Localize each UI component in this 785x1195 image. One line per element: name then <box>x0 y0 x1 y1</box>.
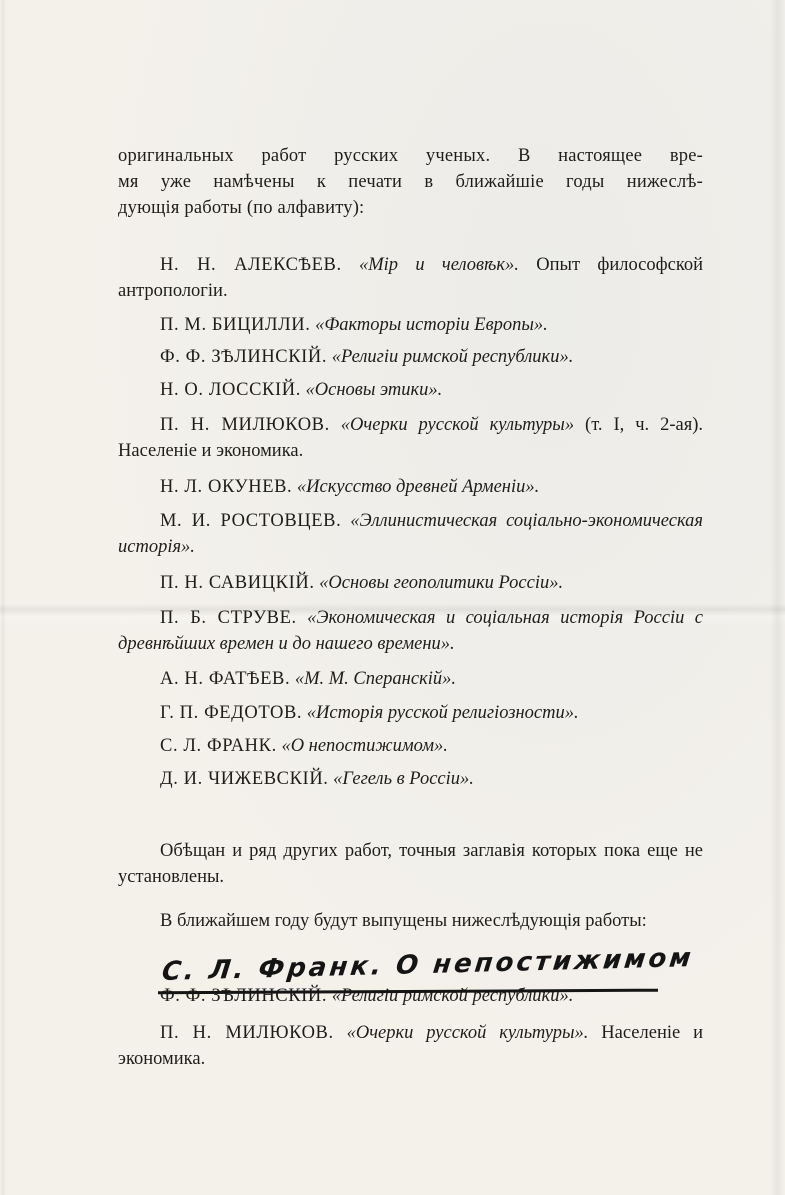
entry-title: «Искусство древней Арменіи». <box>296 477 540 497</box>
entry-title: «Мір и человѣк». <box>359 255 519 275</box>
entry-author: Д. И. ЧИЖЕВСКІЙ. <box>160 769 329 789</box>
list-item <box>118 766 703 792</box>
entry-author: М. И. РОСТОВЦЕВ. <box>160 511 342 531</box>
list-item <box>118 377 703 403</box>
list-item <box>118 312 703 338</box>
entry-author: П. Н. САВИЦКІЙ. <box>160 573 315 593</box>
entry-author: Ф. Ф. ЗѢЛИНСКІЙ. <box>160 347 328 367</box>
entry-note: Населеніе и экономика. <box>118 1023 703 1069</box>
entry-title: «Экономическая и соціальная исторія Россіи с древнѣйших времен и до нашего времени». <box>118 608 703 654</box>
list-item <box>118 508 703 560</box>
list-item <box>118 412 703 464</box>
entry-title: «Религіи римской республики». <box>331 347 574 367</box>
entry-author: С. Л. ФРАНК. <box>160 736 277 756</box>
next-year-paragraph: В ближайшем году будут выпущены нижеслѣдующія работы: <box>160 911 647 931</box>
entry-note: Опыт философской антропологіи. <box>118 255 704 301</box>
entry-title: «Очерки русской культуры» <box>340 415 575 435</box>
entry-title: «Факторы исторіи Европы». <box>315 315 548 335</box>
list-item <box>118 474 703 500</box>
list-item <box>118 1020 703 1072</box>
list-item <box>118 344 703 370</box>
entry-author: П. Н. МИЛЮКОВ. <box>160 415 330 435</box>
handwritten-note: С. Л. Франк. О непостижимом <box>160 942 696 988</box>
entry-title: «Исторія русской религіозности». <box>306 703 579 723</box>
intro-line-1: оригинальных работ русских ученых. В настоящее вре- <box>118 146 703 166</box>
intro-line-3: дующія работы (по алфавиту): <box>118 198 365 218</box>
promise-paragraph: Обѣщан и ряд других работ, точныя заглавія которых пока еще не установлены. <box>118 841 703 887</box>
entry-author: А. Н. ФАТѢЕВ. <box>160 669 291 689</box>
entry-author: Н. Л. ОКУНЕВ. <box>160 477 293 497</box>
entry-author: Н. О. ЛОССКІЙ. <box>160 380 301 400</box>
entry-title: «Основы геополитики Россіи». <box>319 573 564 593</box>
entry-title: «М. М. Сперанскій». <box>294 669 456 689</box>
list-item <box>118 700 703 726</box>
entry-title: «Очерки русской культуры». <box>346 1023 589 1043</box>
list-item <box>118 605 703 657</box>
entry-author: П. Б. СТРУВЕ. <box>160 608 297 628</box>
entry-title: «Основы этики». <box>305 380 443 400</box>
entry-author: П. Н. МИЛЮКОВ. <box>160 1023 334 1043</box>
struck-entry <box>160 983 720 1009</box>
entry-note: (т. I, ч. 2-ая). Населеніе и экономика. <box>118 415 703 461</box>
entry-author: Г. П. ФЕДОТОВ. <box>160 703 303 723</box>
list-item <box>118 733 703 759</box>
list-item <box>118 666 703 692</box>
list-item <box>118 252 703 304</box>
list-item <box>118 570 703 596</box>
entry-title: «Гегель в Россіи». <box>333 769 474 789</box>
entry-author: П. М. БИЦИЛЛИ. <box>160 315 311 335</box>
entry-title: «Эллинистическая соціально-экономическая исторія». <box>118 511 703 557</box>
intro-line-2: мя уже намѣчены к печати в ближайшіе годы нижеслѣ- <box>118 172 703 192</box>
entry-author: Н. Н. АЛЕКСѢЕВ. <box>160 255 342 275</box>
struck-author: Ф. Ф. ЗѢЛИНСКІЙ. <box>160 986 328 1006</box>
struck-title: «Религіи римской республики». <box>331 986 574 1006</box>
entry-title: «О непостижимом». <box>281 736 448 756</box>
